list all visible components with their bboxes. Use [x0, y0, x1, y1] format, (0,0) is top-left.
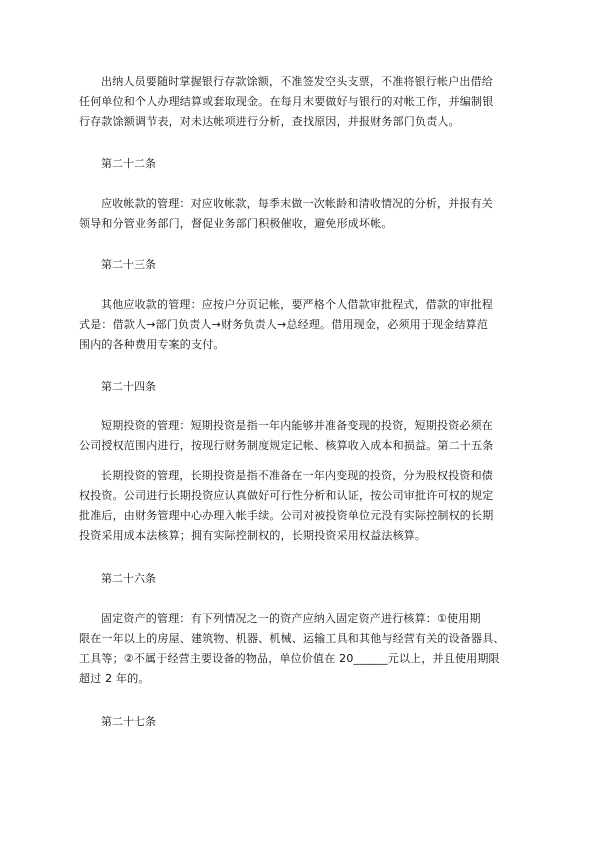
article-heading-22: 第二十二条 [101, 157, 156, 170]
paragraph-long-term-investment [79, 466, 519, 546]
article-heading-23: 第二十三条 [101, 258, 156, 271]
text-line: 行存款馀额调节表，对未达帐项进行分析，查找原因，并报财务部门负责人。 [79, 115, 460, 128]
text-line: 公司授权范围内进行，按现行财务制度规定记帐、核算收入成本和损益。第二十五条 [79, 439, 494, 452]
text-line: 固定资产的管理：有下列情况之一的资产应纳入固定资产进行核算：①使用期 [101, 612, 481, 625]
text-line: 其他应收款的管理：应按户分页记帐，要严格个人借款审批程式，借款的审批程 [101, 298, 493, 311]
text-line: 工具等；②不属于经营主要设备的物品，单位价值在 20______元以上，并且使用期限 [79, 652, 500, 665]
text-line: 领导和分管业务部门，督促业务部门积极催收，避免形成坏帐。 [79, 217, 393, 230]
text-line: 任何单位和个人办理结算或套取现金。在每月末要做好与银行的对帐工作，并编制银 [79, 95, 494, 108]
article-heading-27: 第二十七条 [101, 715, 156, 728]
text-line: 式是：借款人→部门负责人→财务负责人→总经理。借用现金，必须用于现金结算范 [79, 318, 489, 331]
article-heading-26: 第二十六条 [101, 572, 156, 585]
text-line: 超过 2 年的。 [79, 672, 150, 685]
paragraph-accounts-receivable [79, 194, 519, 234]
paragraph-cashier-duties [79, 72, 519, 132]
text-line: 投资采用成本法核算；拥有实际控制权的，长期投资采用权益法核算。 [79, 529, 427, 542]
text-line: 围内的各种费用专案的支付。 [79, 338, 225, 351]
text-line: 长期投资的管理，长期投资是指不准备在一年内变现的投资，分为股权投资和债 [101, 469, 493, 482]
text-line: 应收帐款的管理：对应收帐款，每季末做一次帐龄和清收情况的分析，并报有关 [101, 197, 493, 210]
text-line: 权投资。公司进行长期投资应认真做好可行性分析和认证，按公司审批许可权的规定 [79, 489, 494, 502]
paragraph-other-receivables [79, 295, 519, 355]
article-heading-24: 第二十四条 [101, 380, 156, 393]
paragraph-fixed-assets [79, 609, 519, 689]
text-line: 短期投资的管理：短期投资是指一年内能够并准备变现的投资，短期投资必须在 [101, 419, 493, 432]
paragraph-short-term-investment [79, 416, 519, 456]
text-line: 限在一年以上的房屋、建筑物、机器、机械、运输工具和其他与经营有关的设备器具、 [79, 632, 505, 645]
text-line: 批准后，由财务管理中心办理入帐手续。公司对被投资单位元没有实际控制权的长期 [79, 509, 494, 522]
text-line: 出纳人员要随时掌握银行存款馀额，不准签发空头支票，不准将银行帐户出借给 [101, 75, 493, 88]
